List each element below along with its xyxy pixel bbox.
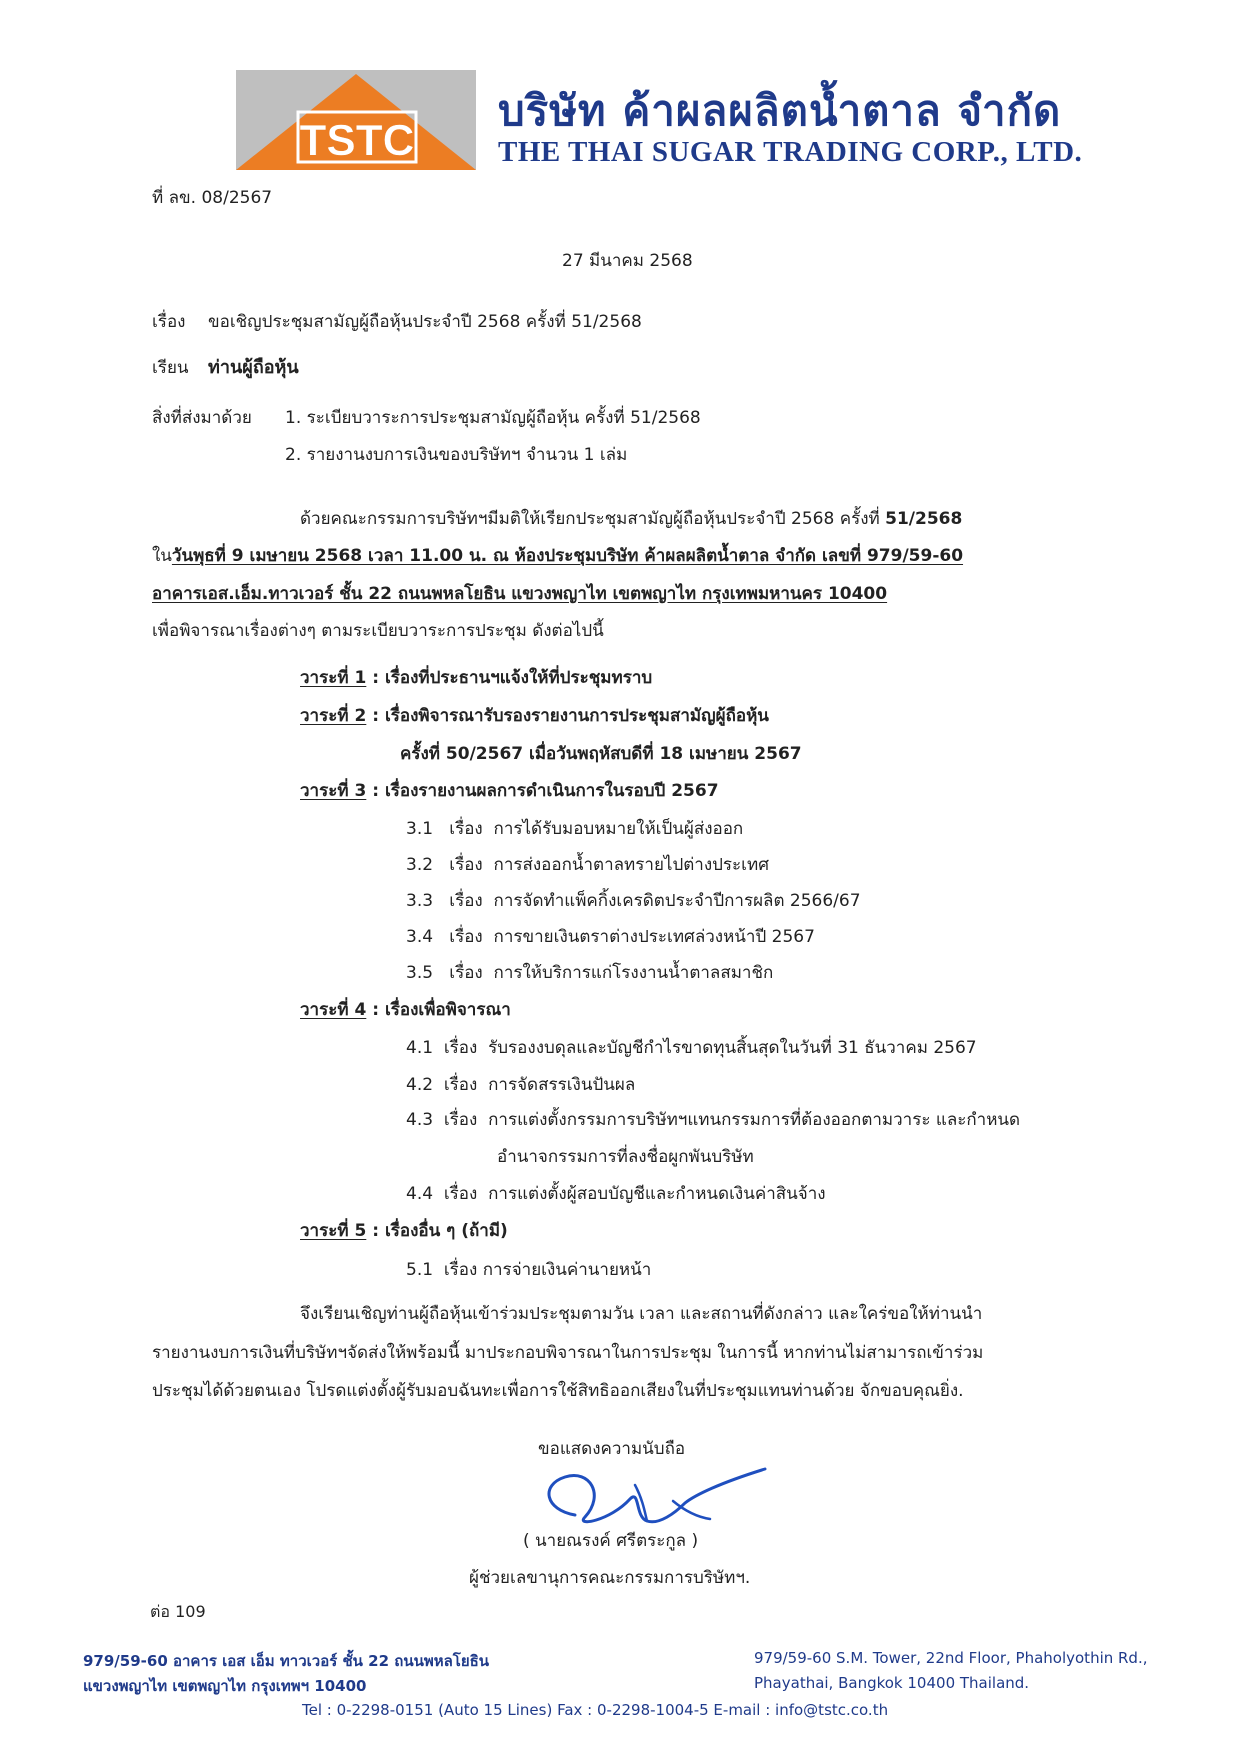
to-recipient: ท่านผู้ถือหุ้น (208, 357, 299, 378)
reference-number: ที่ ลข. 08/2567 (152, 188, 273, 208)
agenda-item-1: วาระที่ 1 : เรื่องที่ประธานฯแจ้งให้ที่ประชุมทราบ (300, 668, 653, 688)
sub-item: 3.5 เรื่อง การให้บริการแก่โรงงานน้ำตาลสมาชิก (406, 963, 774, 983)
sub-item: 3.4 เรื่อง การขายเงินตราต่างประเทศล่วงหน้าปี 2567 (406, 927, 815, 947)
agenda-label: วาระที่ 2 (300, 706, 367, 726)
enclosure-label: สิ่งที่ส่งมาด้วย (152, 408, 252, 428)
agenda-label: วาระที่ 1 (300, 668, 367, 688)
subject-label: เรื่อง (152, 312, 186, 332)
enclosure-item: 1. ระเบียบวาระการประชุมสามัญผู้ถือหุ้น ครั้งที่ 51/2568 (285, 408, 701, 428)
agenda-label: วาระที่ 3 (300, 781, 367, 801)
sub-item: 4.3 เรื่อง การแต่งตั้งกรรมการบริษัทฯแทนกรรมการที่ต้องออกตามวาระ และกำหนด (406, 1110, 1021, 1130)
footer-address-eng-1: 979/59-60 S.M. Tower, 22nd Floor, Phaholyothin Rd., (754, 1649, 1148, 1667)
signer-title: ผู้ช่วยเลขานุการคณะกรรมการบริษัทฯ. (469, 1568, 751, 1588)
agenda-title-continued: ครั้งที่ 50/2567 เมื่อวันพฤหัสบดีที่ 18 เมษายน 2567 (400, 744, 802, 764)
closing-line: ประชุมได้ด้วยตนเอง โปรดแต่งตั้งผู้รับมอบฉันทะเพื่อการใช้สิทธิออกเสียงในที่ประชุมแทนท่านด้วย จักขอบคุณยิ่ง. (152, 1381, 964, 1401)
closing-line: รายงานงบการเงินที่บริษัทฯจัดส่งให้พร้อมนี้ มาประกอบพิจารณาในการประชุม ในการนี้ หากท่านไม่สามารถเข้าร่วม (152, 1343, 984, 1363)
agenda-item-2: วาระที่ 2 : เรื่องพิจารณารับรองรายงานการประชุมสามัญผู้ถือหุ้น (300, 706, 769, 726)
intro-line-2: ในวันพุธที่ 9 เมษายน 2568 เวลา 11.00 น. ณ ห้องประชุมบริษัท ค้าผลผลิตน้ำตาล จำกัด เลขที่ 979/59-60 (152, 546, 964, 566)
sub-item: 3.1 เรื่อง การได้รับมอบหมายให้เป็นผู้ส่งออก (406, 819, 744, 839)
document-date: 27 มีนาคม 2568 (562, 251, 693, 271)
sub-item-continued: อำนาจกรรมการที่ลงชื่อผูกพันบริษัท (497, 1147, 754, 1167)
subject-text: ขอเชิญประชุมสามัญผู้ถือหุ้นประจำปี 2568 ครั้งที่ 51/2568 (208, 312, 642, 332)
sub-item: 3.2 เรื่อง การส่งออกน้ำตาลทรายไปต่างประเทศ (406, 855, 769, 875)
signer-name: ( นายณรงค์ ศรีตระกูล ) (523, 1531, 699, 1551)
sub-item: 3.3 เรื่อง การจัดทำแพ็คกิ้งเครดิตประจำปีการผลิต 2566/67 (406, 891, 861, 911)
agenda-label: วาระที่ 5 (300, 1221, 367, 1241)
agenda-title: เรื่องพิจารณารับรองรายงานการประชุมสามัญผู้ถือหุ้น (384, 706, 769, 726)
sub-item: 5.1 เรื่อง การจ่ายเงินค่านายหน้า (406, 1260, 652, 1280)
sub-item: 4.1 เรื่อง รับรองงบดุลและบัญชีกำไรขาดทุนสิ้นสุดในวันที่ 31 ธันวาคม 2567 (406, 1038, 977, 1058)
meeting-number: 51/2568 (885, 509, 963, 529)
company-name-english: THE THAI SUGAR TRADING CORP., LTD. (498, 136, 1083, 168)
intro-line-4: เพื่อพิจารณาเรื่องต่างๆ ตามระเบียบวาระการประชุม ดังต่อไปนี้ (152, 621, 604, 641)
footer-address-thai-1: 979/59-60 อาคาร เอส เอ็ม ทาวเวอร์ ชั้น 22 ถนนพหลโยธิน (83, 1652, 490, 1670)
meeting-address: อาคารเอส.เอ็ม.ทาวเวอร์ ชั้น 22 ถนนพหลโยธิน แขวงพญาไท เขตพญาไท กรุงเทพมหานคร 10400 (152, 584, 888, 604)
agenda-label: วาระที่ 4 (300, 1000, 367, 1020)
agenda-title: เรื่องรายงานผลการดำเนินการในรอบปี 2567 (384, 781, 719, 801)
logo-text: TSTC (299, 116, 415, 165)
closing-line: จึงเรียนเชิญท่านผู้ถือหุ้นเข้าร่วมประชุมตามวัน เวลา และสถานที่ดังกล่าว และใคร่ขอให้ท่านนำ (300, 1304, 983, 1324)
company-logo (236, 70, 476, 170)
enclosure-item: 2. รายงานงบการเงินของบริษัทฯ จำนวน 1 เล่ม (285, 445, 628, 465)
meeting-datetime-venue: วันพุธที่ 9 เมษายน 2568 เวลา 11.00 น. ณ ห้องประชุมบริษัท ค้าผลผลิตน้ำตาล จำกัด เลขที่ 979/59-60 (171, 546, 964, 566)
intro-line-1: ด้วยคณะกรรมการบริษัทฯมีมติให้เรียกประชุมสามัญผู้ถือหุ้นประจำปี 2568 ครั้งที่ 51/2568 (300, 509, 963, 529)
agenda-title: เรื่องอื่น ๆ (ถ้ามี) (384, 1221, 508, 1241)
agenda-item-5: วาระที่ 5 : เรื่องอื่น ๆ (ถ้ามี) (300, 1221, 508, 1241)
footer-contact: Tel : 0-2298-0151 (Auto 15 Lines) Fax : 0-2298-1004-5 E-mail : info@tstc.co.th (302, 1701, 889, 1719)
agenda-item-3: วาระที่ 3 : เรื่องรายงานผลการดำเนินการในรอบปี 2567 (300, 781, 719, 801)
regards: ขอแสดงความนับถือ (538, 1439, 686, 1459)
extension-number: ต่อ 109 (150, 1602, 206, 1621)
footer-address-eng-2: Phayathai, Bangkok 10400 Thailand. (754, 1674, 1030, 1692)
footer-address-thai-2: แขวงพญาไท เขตพญาไท กรุงเทพฯ 10400 (83, 1677, 367, 1695)
agenda-title: เรื่องเพื่อพิจารณา (384, 1000, 511, 1020)
sub-item: 4.4 เรื่อง การแต่งตั้งผู้สอบบัญชีและกำหนดเงินค่าสินจ้าง (406, 1184, 826, 1204)
to-label: เรียน (152, 358, 189, 378)
sub-item: 4.2 เรื่อง การจัดสรรเงินปันผล (406, 1075, 636, 1095)
agenda-item-4: วาระที่ 4 : เรื่องเพื่อพิจารณา (300, 1000, 511, 1020)
company-name-thai: บริษัท ค้าผลผลิตน้ำตาล จำกัด (498, 86, 1062, 135)
agenda-title: เรื่องที่ประธานฯแจ้งให้ที่ประชุมทราบ (384, 668, 653, 688)
